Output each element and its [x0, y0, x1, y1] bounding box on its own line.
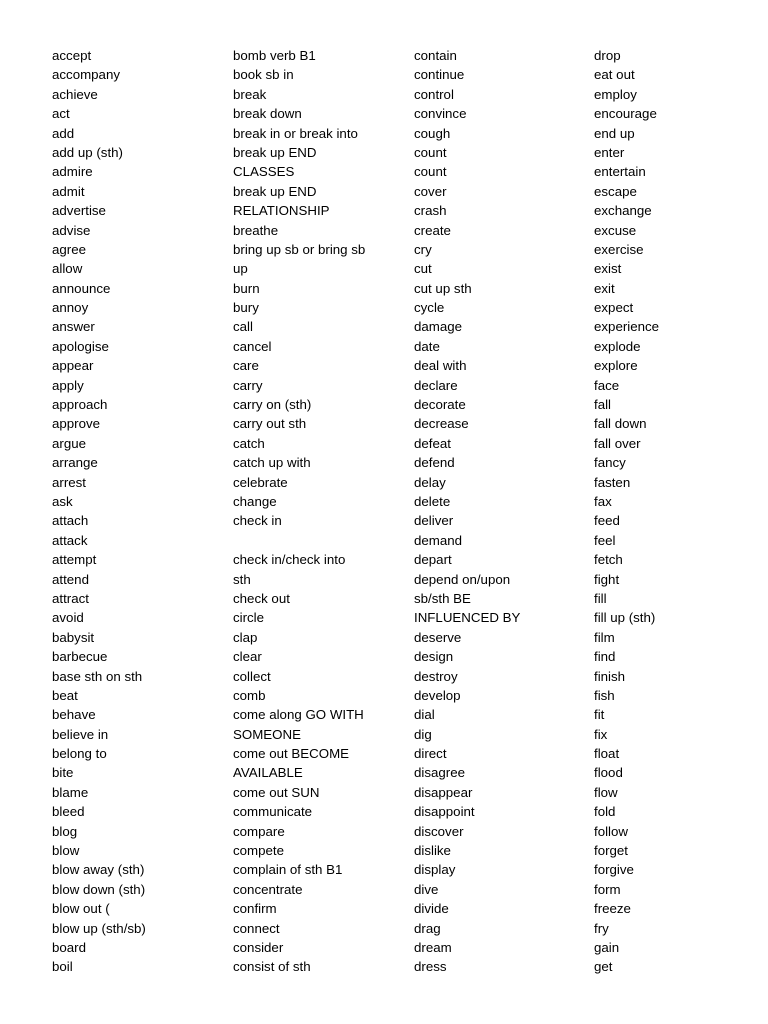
- word-list-item: gain: [594, 939, 620, 955]
- word-list-item: cut: [414, 261, 432, 277]
- word-list-item: come along GO WITH: [233, 707, 364, 723]
- word-list-item: fetch: [594, 552, 623, 568]
- word-list-item: end up: [594, 125, 635, 141]
- word-list-item: bite: [52, 765, 74, 781]
- word-list-item: believe in: [52, 726, 109, 742]
- word-list-item: demand: [414, 532, 463, 548]
- word-list-item: agree: [52, 241, 87, 257]
- word-list-item: cut up sth: [414, 280, 472, 296]
- word-list-item: fall down: [594, 416, 647, 432]
- word-list-item: find: [594, 649, 616, 665]
- word-list-item: forget: [594, 843, 629, 859]
- word-list-item: develop: [414, 687, 461, 703]
- word-list-item: finish: [594, 668, 626, 684]
- word-list-item: break up END: [233, 183, 317, 199]
- word-list-item: base sth on sth: [52, 668, 143, 684]
- word-list-item: bomb verb B1: [233, 48, 316, 63]
- word-list-item: approach: [52, 397, 108, 413]
- word-list-item: behave: [52, 707, 96, 723]
- word-list-item: count: [414, 144, 447, 160]
- word-list-item: fit: [594, 707, 605, 723]
- word-list-item: excuse: [594, 222, 637, 238]
- word-list-item: enter: [594, 144, 625, 160]
- word-list-item: attack: [52, 532, 88, 548]
- word-list-item: fish: [594, 687, 615, 703]
- word-list-item: bleed: [52, 804, 85, 820]
- word-list-item: cancel: [233, 338, 272, 354]
- word-list-item: display: [414, 862, 456, 878]
- word-list-item: damage: [414, 319, 463, 335]
- word-list-item: CLASSES: [233, 164, 295, 180]
- word-list-item: achieve: [52, 86, 98, 102]
- word-list-item: beat: [52, 687, 78, 703]
- word-list-item: barbecue: [52, 649, 108, 665]
- word-list-item: depend on/upon: [414, 571, 511, 587]
- word-list-item: consist of sth: [233, 959, 311, 975]
- word-list-item: blow: [52, 843, 80, 859]
- word-list-item: bring up sb or bring sb: [233, 241, 366, 257]
- word-list-item: SOMEONE: [233, 726, 301, 742]
- word-list-item: break up END: [233, 144, 317, 160]
- word-list-item: direct: [414, 746, 447, 762]
- word-list-item: follow: [594, 823, 628, 839]
- word-list-item: blame: [52, 784, 89, 800]
- word-list-item: come out SUN: [233, 784, 320, 800]
- word-list-item: admit: [52, 183, 85, 199]
- word-list-item: apologise: [52, 338, 109, 354]
- word-list-item: appear: [52, 358, 94, 374]
- word-list-item: fold: [594, 804, 616, 820]
- word-list-item: explode: [594, 338, 641, 354]
- word-list-item: celebrate: [233, 474, 288, 490]
- word-list-item: consider: [233, 939, 284, 955]
- word-list-item: escape: [594, 183, 637, 199]
- word-list-item: add: [52, 125, 75, 141]
- word-list-item: get: [594, 959, 613, 975]
- word-list-item: RELATIONSHIP: [233, 203, 330, 219]
- word-list-item: allow: [52, 261, 83, 277]
- word-list-item: connect: [233, 920, 280, 936]
- word-list-item: continue: [414, 67, 465, 83]
- word-list-item: avoid: [52, 610, 84, 626]
- word-list-item: fax: [594, 493, 612, 509]
- word-list-item: belong to: [52, 746, 107, 762]
- word-list-item: face: [594, 377, 620, 393]
- word-list-item: check in: [233, 513, 282, 529]
- word-list-item: dig: [414, 726, 432, 742]
- word-list-item: fix: [594, 726, 608, 742]
- word-list-item: burn: [233, 280, 260, 296]
- word-list-item: comb: [233, 687, 266, 703]
- word-list-item: declare: [414, 377, 458, 393]
- word-list-item: control: [414, 86, 454, 102]
- word-list-item: count: [414, 164, 447, 180]
- word-list-item: entertain: [594, 164, 646, 180]
- word-list-item: cover: [414, 183, 447, 199]
- word-list-item: sth: [233, 571, 251, 587]
- word-list-item: carry out sth: [233, 416, 307, 432]
- word-list-item: catch up with: [233, 455, 311, 471]
- word-list-item: AVAILABLE: [233, 765, 303, 781]
- word-list-item: sb/sth BE: [414, 590, 471, 606]
- word-list-item: form: [594, 881, 621, 897]
- word-list-item: attract: [52, 590, 89, 606]
- word-list-item: discover: [414, 823, 464, 839]
- word-list-item: expect: [594, 300, 634, 316]
- word-list-item: arrest: [52, 474, 86, 490]
- word-list-item: deserve: [414, 629, 462, 645]
- word-list-item: attend: [52, 571, 89, 587]
- word-list-item: dislike: [414, 843, 451, 859]
- word-list-item: check out: [233, 590, 290, 606]
- word-list-item: collect: [233, 668, 271, 684]
- word-list-item: feed: [594, 513, 620, 529]
- word-list-item: compare: [233, 823, 285, 839]
- word-list-item: blow up (sth/sb): [52, 920, 146, 936]
- word-list-item: delete: [414, 493, 451, 509]
- word-list-item: board: [52, 939, 87, 955]
- word-list-item: dress: [414, 959, 447, 975]
- word-list-item: answer: [52, 319, 95, 335]
- word-list-item: depart: [414, 552, 452, 568]
- word-list-item: film: [594, 629, 615, 645]
- word-list-item: encourage: [594, 106, 657, 122]
- word-list-item: drop: [594, 48, 621, 63]
- word-list-item: check in/check into: [233, 552, 346, 568]
- word-list-item: bury: [233, 300, 259, 316]
- word-list-item: design: [414, 649, 454, 665]
- word-list-item: circle: [233, 610, 265, 626]
- word-list-item: disappear: [414, 784, 473, 800]
- word-list-item: cough: [414, 125, 451, 141]
- word-list-item: defeat: [414, 435, 451, 451]
- word-list-item: flood: [594, 765, 623, 781]
- word-list-item: dial: [414, 707, 435, 723]
- word-list-item: dream: [414, 939, 452, 955]
- word-list-item: clap: [233, 629, 258, 645]
- word-list-item: concentrate: [233, 881, 303, 897]
- word-list-item: convince: [414, 106, 467, 122]
- word-list-item: INFLUENCED BY: [414, 610, 521, 626]
- word-list-item: disagree: [414, 765, 466, 781]
- word-list-item: destroy: [414, 668, 458, 684]
- word-list-item: attempt: [52, 552, 97, 568]
- word-list-item: act: [52, 106, 70, 122]
- word-list-item: disappoint: [414, 804, 475, 820]
- word-list-item: complain of sth B1: [233, 862, 343, 878]
- word-list-item: babysit: [52, 629, 95, 645]
- word-list-item: approve: [52, 416, 101, 432]
- word-list-item: fry: [594, 920, 609, 936]
- word-list-item: advertise: [52, 203, 106, 219]
- word-list-item: cycle: [414, 300, 445, 316]
- word-list-item: decrease: [414, 416, 469, 432]
- word-column-3: [414, 46, 520, 977]
- word-list-item: clear: [233, 649, 262, 665]
- word-list-item: come out BECOME: [233, 746, 350, 762]
- word-list-item: blow out (: [52, 901, 110, 917]
- word-list-item: fill: [594, 590, 607, 606]
- word-list-item: freeze: [594, 901, 631, 917]
- word-list-item: communicate: [233, 804, 313, 820]
- word-list-item: blow down (sth): [52, 881, 146, 897]
- word-list-item: fall: [594, 397, 611, 413]
- word-column-2: [233, 46, 365, 977]
- word-list-item: announce: [52, 280, 111, 296]
- word-list-item: drag: [414, 920, 441, 936]
- word-list-item: argue: [52, 435, 87, 451]
- word-list-item: fall over: [594, 435, 641, 451]
- word-list-item: float: [594, 746, 620, 762]
- word-list-item: fancy: [594, 455, 626, 471]
- word-list-item: boil: [52, 959, 73, 975]
- word-list-item: date: [414, 338, 440, 354]
- word-list-item: deal with: [414, 358, 467, 374]
- word-list-item: annoy: [52, 300, 89, 316]
- word-list-item: apply: [52, 377, 84, 393]
- word-list-item: accompany: [52, 67, 120, 83]
- word-list-item: break in or break into: [233, 125, 358, 141]
- word-list-item: up: [233, 261, 248, 277]
- word-list-item: decorate: [414, 397, 466, 413]
- word-list-item: exchange: [594, 203, 652, 219]
- word-list-item: call: [233, 319, 253, 335]
- word-list-item: forgive: [594, 862, 634, 878]
- word-list-item: divide: [414, 901, 449, 917]
- word-list-item: add up (sth): [52, 144, 123, 160]
- word-list-item: [233, 531, 365, 550]
- word-list-item: delay: [414, 474, 446, 490]
- word-list-item: eat out: [594, 67, 635, 83]
- word-column-1: [52, 46, 146, 977]
- word-list-item: advise: [52, 222, 91, 238]
- word-list-item: accept: [52, 48, 92, 63]
- word-list-item: change: [233, 493, 277, 509]
- word-list-item: book sb in: [233, 67, 294, 83]
- word-list-item: break down: [233, 106, 302, 122]
- word-list-item: fight: [594, 571, 620, 587]
- word-list-item: exist: [594, 261, 622, 277]
- word-list-item: fill up (sth): [594, 610, 656, 626]
- word-list-item: create: [414, 222, 451, 238]
- word-list-item: arrange: [52, 455, 98, 471]
- word-list-item: flow: [594, 784, 618, 800]
- word-list-item: catch: [233, 435, 265, 451]
- word-list-item: care: [233, 358, 259, 374]
- word-list-item: crash: [414, 203, 447, 219]
- word-list-item: deliver: [414, 513, 454, 529]
- word-list-item: break: [233, 86, 267, 102]
- word-list-item: carry on (sth): [233, 397, 312, 413]
- word-column-4: [594, 46, 659, 977]
- word-list-item: carry: [233, 377, 263, 393]
- word-list-item: employ: [594, 86, 637, 102]
- word-list-item: contain: [414, 48, 457, 63]
- word-list-item: defend: [414, 455, 455, 471]
- word-list-item: ask: [52, 493, 73, 509]
- word-list-item: confirm: [233, 901, 277, 917]
- word-list-item: attach: [52, 513, 89, 529]
- word-list-item: explore: [594, 358, 638, 374]
- word-list-item: feel: [594, 532, 616, 548]
- word-list-item: compete: [233, 843, 284, 859]
- word-list-item: fasten: [594, 474, 631, 490]
- word-list-item: blow away (sth): [52, 862, 145, 878]
- word-list-item: exit: [594, 280, 615, 296]
- word-list-item: dive: [414, 881, 439, 897]
- word-list-item: admire: [52, 164, 93, 180]
- word-list-item: experience: [594, 319, 660, 335]
- word-list-item: breathe: [233, 222, 279, 238]
- word-list-item: blog: [52, 823, 78, 839]
- word-list-item: exercise: [594, 241, 644, 257]
- word-list-item: cry: [414, 241, 432, 257]
